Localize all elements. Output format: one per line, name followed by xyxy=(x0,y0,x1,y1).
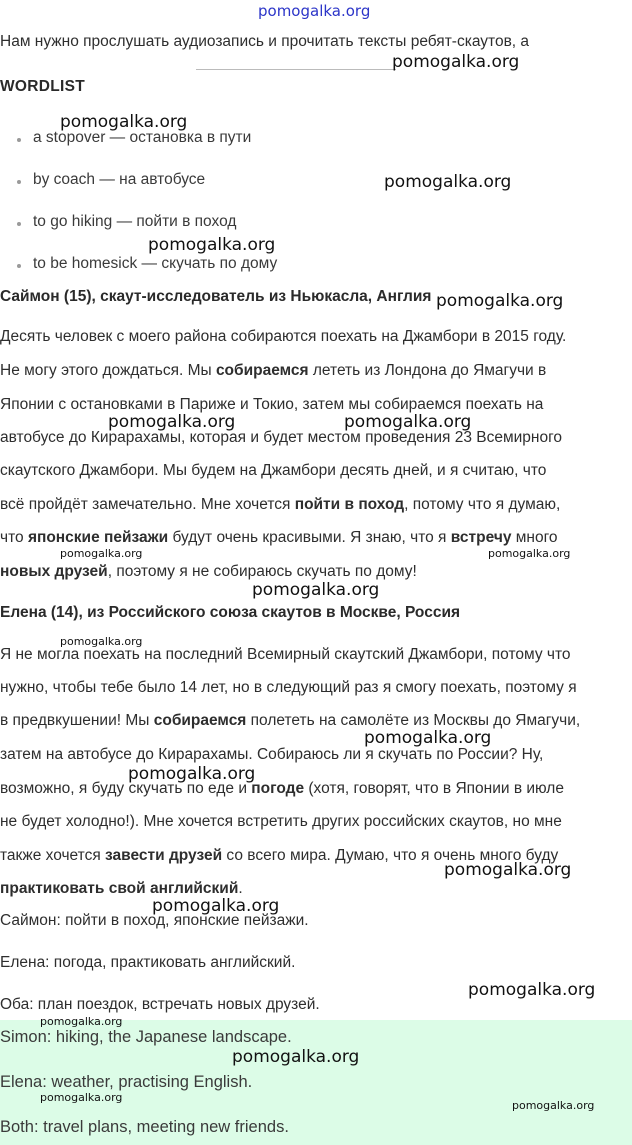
watermark-logo: pomogalka.org xyxy=(384,172,512,192)
bullet-icon xyxy=(17,264,21,268)
wordlist-item: to be homesick — скучать по дому xyxy=(33,255,278,272)
watermark-logo: pomogalka.org xyxy=(152,896,280,916)
elena-line: нужно, чтобы тебе было 14 лет, но в следующий раз я смогу поехать, поэтому я xyxy=(0,679,577,696)
simon-line: Не могу этого дождаться. Мы собираемся лететь из Лондона до Ямагучи в xyxy=(0,362,547,379)
watermark-logo: pomogalka.org xyxy=(108,412,236,432)
watermark-logo: pomogalka.org xyxy=(128,764,256,784)
elena-line: также хочется завести друзей со всего мира. Думаю, что я очень много буду xyxy=(0,847,559,864)
bullet-icon xyxy=(17,222,21,226)
wordlist-title: WORDLIST xyxy=(0,78,86,95)
watermark-logo: pomogalka.org xyxy=(232,1047,360,1067)
watermark-logo: pomogalka.org xyxy=(252,580,380,600)
simon-line: автобусе до Кирарахамы, которая и будет местом проведения 23 Всемирного xyxy=(0,429,563,446)
watermark-logo: pomogalka.org xyxy=(60,112,188,132)
summary-both: Оба: план поездок, встречать новых друзей. xyxy=(0,996,320,1013)
simon-line: что японские пейзажи будут очень красивыми. Я знаю, что я встречу много xyxy=(0,529,558,546)
summary-elena: Елена: погода, практиковать английский. xyxy=(0,954,296,971)
watermark-logo: pomogalka.org xyxy=(512,1099,595,1112)
summary-simon: Саймон: пойти в поход, японские пейзажи. xyxy=(0,912,309,929)
watermark-logo: pomogalka.org xyxy=(344,412,472,432)
simon-line: всё пройдёт замечательно. Мне хочется пойти в поход, потому что я думаю, xyxy=(0,496,561,513)
bullet-icon xyxy=(17,138,21,142)
watermark-logo: pomogalka.org xyxy=(60,547,143,560)
simon-line: скаутского Джамбори. Мы будем на Джамбори десять дней, и я считаю, что xyxy=(0,462,547,479)
wordlist-item: by coach — на автобусе xyxy=(33,171,206,188)
watermark-logo: pomogalka.org xyxy=(436,291,564,311)
watermark-logo: pomogalka.org xyxy=(148,235,276,255)
watermark-logo: pomogalka.org xyxy=(468,980,596,1000)
watermark-top: pomogalka.org xyxy=(258,2,371,20)
wordlist-item: to go hiking — пойти в поход xyxy=(33,213,237,230)
wordlist-item: a stopover — остановка в пути xyxy=(33,129,252,146)
watermark-logo: pomogalka.org xyxy=(392,52,520,72)
bullet-icon xyxy=(17,180,21,184)
elena-line: затем на автобусе до Кирарахамы. Собираюсь ли я скучать по России? Ну, xyxy=(0,746,544,763)
watermark-logo: pomogalka.org xyxy=(488,547,571,560)
watermark-logo: pomogalka.org xyxy=(60,635,143,648)
cut-off-line xyxy=(196,63,396,73)
simon-line: новых друзей, поэтому я не собираюсь скучать по дому! xyxy=(0,563,417,580)
watermark-logo: pomogalka.org xyxy=(444,860,572,880)
simon-heading: Саймон (15), скаут-исследователь из Ньюкасла, Англия xyxy=(0,288,432,305)
elena-heading: Елена (14), из Российского союза скаутов в Москве, Россия xyxy=(0,604,461,621)
watermark-logo: pomogalka.org xyxy=(364,728,492,748)
watermark-logo: pomogalka.org xyxy=(40,1091,123,1104)
elena-line: практиковать свой английский. xyxy=(0,880,243,897)
elena-line: не будет холодно!). Мне хочется встретить других российских скаутов, но мне xyxy=(0,813,562,830)
answer-both: Both: travel plans, meeting new friends. xyxy=(0,1118,289,1136)
answer-simon: Simon: hiking, the Japanese landscape. xyxy=(0,1028,292,1046)
answer-elena: Elena: weather, practising English. xyxy=(0,1073,253,1091)
intro-text: Нам нужно прослушать аудиозапись и прочитать тексты ребят-скаутов, а xyxy=(0,33,530,50)
elena-line: Я не могла поехать на последний Всемирный скаутский Джамбори, потому что xyxy=(0,646,571,663)
simon-line: Японии с остановками в Париже и Токио, затем мы собираемся поехать на xyxy=(0,396,544,413)
elena-line: возможно, я буду скучать по еде и погоде (хотя, говорят, что в Японии в июле xyxy=(0,780,564,797)
simon-line: Десять человек с моего района собираются поехать на Джамбори в 2015 году. xyxy=(0,328,567,345)
watermark-logo: pomogalka.org xyxy=(40,1015,123,1028)
elena-line: в предвкушении! Мы собираемся полететь на самолёте из Москвы до Ямагучи, xyxy=(0,712,581,729)
